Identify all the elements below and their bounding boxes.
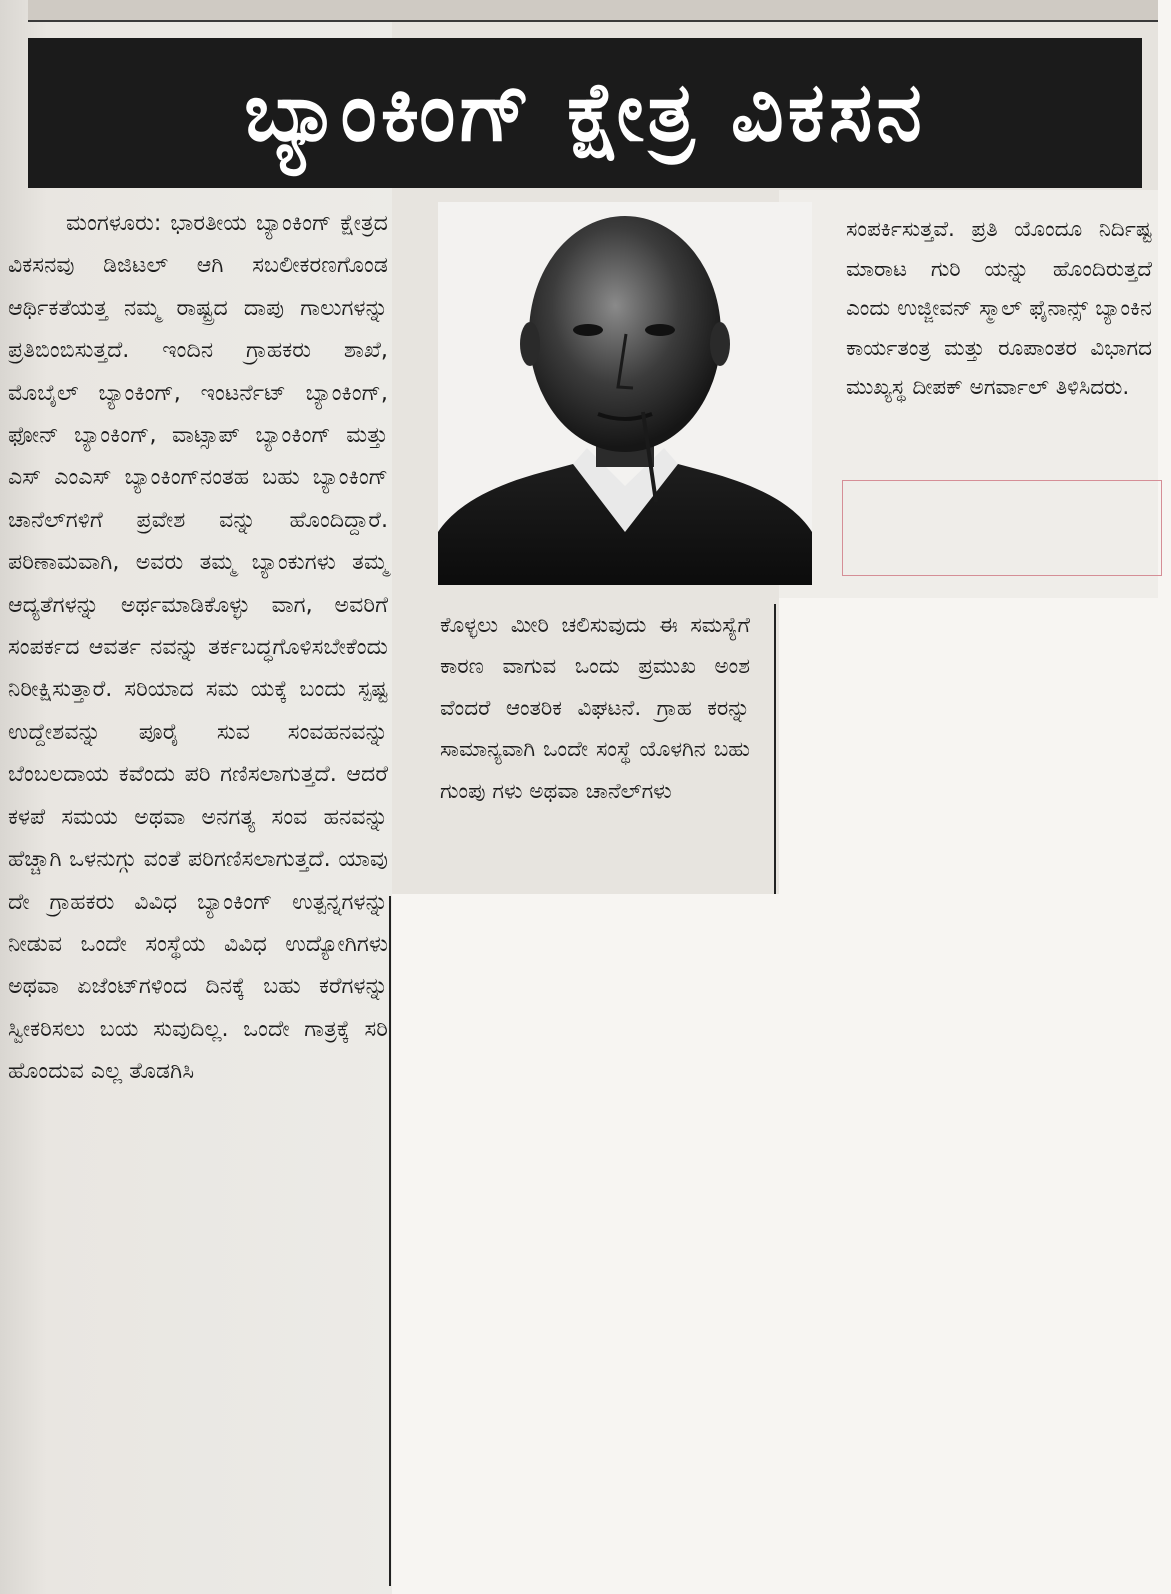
column-right-text: ಸಂಪರ್ಕಿಸುತ್ತವೆ. ಪ್ರತಿ ಯೊಂದೂ ನಿರ್ದಿಷ್ಟ ಮಾರಾಟ ಗುರಿ ಯನ್ನು ಹೊಂದಿರುತ್ತದೆ ಎಂದು ಉಜ್ಜೀವನ್ ಸ್ಮಾಲ್ ಫೈನಾನ್ಸ್ ಬ್ಯಾಂಕಿನ ಕಾರ್ಯತಂತ್ರ ಮತ್ತು ರೂಪಾಂತರ ವಿಭಾಗದ ಮುಖ್ಯಸ್ಥ ದೀಪಕ್ ಅಗರ್ವಾಲ್ ತಿಳಿಸಿದರು. <box>846 217 1152 400</box>
portrait-illustration <box>438 202 812 585</box>
portrait-photo <box>438 202 812 585</box>
highlight-box <box>842 480 1162 576</box>
article-column-left <box>8 202 388 1093</box>
column-left-text: ಮಂಗಳೂರು: ಭಾರತೀಯ ಬ್ಯಾಂಕಿಂಗ್ ಕ್ಷೇತ್ರದ ವಿಕಸನವು ಡಿಜಿಟಲ್ ಆಗಿ ಸಬಲೀಕರಣಗೊಂಡ ಆರ್ಥಿಕತೆಯತ್ತ ನಮ್ಮ ರಾಷ್ಟ್ರದ ದಾಪು ಗಾಲುಗಳನ್ನು ಪ್ರತಿಬಿಂಬಿಸುತ್ತದೆ. ಇಂದಿನ ಗ್ರಾಹಕರು ಶಾಖೆ, ಮೊಬೈಲ್ ಬ್ಯಾಂಕಿಂಗ್, ಇಂಟರ್ನೆಟ್ ಬ್ಯಾಂಕಿಂಗ್, ಫೋನ್ ಬ್ಯಾಂಕಿಂಗ್, ವಾಟ್ಸಾಪ್ ಬ್ಯಾಂಕಿಂಗ್ ಮತ್ತು ಎಸ್ ಎಂಎಸ್ ಬ್ಯಾಂಕಿಂಗ್‌ನಂತಹ ಬಹು ಬ್ಯಾಂಕಿಂಗ್ ಚಾನೆಲ್‌ಗಳಿಗೆ ಪ್ರವೇಶ ವನ್ನು ಹೊಂದಿದ್ದಾರೆ. ಪರಿಣಾಮವಾಗಿ, ಅವರು ತಮ್ಮ ಬ್ಯಾಂಕುಗಳು ತಮ್ಮ ಆದ್ಯತೆಗಳನ್ನು ಅರ್ಥಮಾಡಿಕೊಳ್ಳು ವಾಗ, ಅವರಿಗೆ ಸಂಪರ್ಕದ ಆವರ್ತ ನವನ್ನು ತರ್ಕಬದ್ಧಗೊಳಿಸಬೇಕೆಂದು ನಿರೀಕ್ಷಿಸುತ್ತಾರೆ. ಸರಿಯಾದ ಸಮ ಯಕ್ಕೆ ಬಂದು ಸ್ಪಷ್ಟ ಉದ್ದೇಶವನ್ನು ಪೂರೈ ಸುವ ಸಂವಹನವನ್ನು ಬೆಂಬಲದಾಯ ಕವೆಂದು ಪರಿ ಗಣಿಸಲಾಗುತ್ತದೆ. ಆದರೆ ಕಳಪೆ ಸಮಯ ಅಥವಾ ಅನಗತ್ಯ ಸಂವ ಹನವನ್ನು ಹೆಚ್ಚಾಗಿ ಒಳನುಗ್ಗು ವಂತೆ ಪರಿಗಣಿಸಲಾಗುತ್ತದೆ. ಯಾವು ದೇ ಗ್ರಾಹಕರು ವಿವಿಧ ಬ್ಯಾಂಕಿಂಗ್ ಉತ್ಪನ್ನಗಳನ್ನು ನೀಡುವ ಒಂದೇ ಸಂಸ್ಥೆಯ ವಿವಿಧ ಉದ್ಯೋಗಿಗಳು ಅಥವಾ ಏಜೆಂಟ್‌ಗಳಿಂದ ದಿನಕ್ಕೆ ಬಹು ಕರೆಗಳನ್ನು ಸ್ವೀಕರಿಸಲು ಬಯ ಸುವುದಿಲ್ಲ. ಒಂದೇ ಗಾತ್ರಕ್ಕೆ ಸರಿ ಹೊಂದುವ ಎಲ್ಲ ತೊಡಗಿಸಿ <box>8 210 388 1085</box>
column-middle-text: ಕೊಳ್ಳಲು ಮೀರಿ ಚಲಿಸುವುದು ಈ ಸಮಸ್ಯೆಗೆ ಕಾರಣ ವಾಗುವ ಒಂದು ಪ್ರಮುಖ ಅಂಶ ವೆಂದರೆ ಆಂತರಿಕ ವಿಘಟನೆ. ಗ್ರಾಹ ಕರನ್ನು ಸಾಮಾನ್ಯವಾಗಿ ಒಂದೇ ಸಂಸ್ಥೆ ಯೊಳಗಿನ ಬಹು ಗುಂಪು ಗಳು ಅಥವಾ ಚಾನೆಲ್‌ಗಳು <box>440 613 750 804</box>
column-rule <box>389 896 391 1586</box>
article-column-right <box>846 210 1152 408</box>
headline-bar <box>28 38 1142 188</box>
column-rule-middle <box>774 604 776 894</box>
headline: ಬ್ಯಾಂಕಿಂಗ್ ಕ್ಷೇತ್ರ ವಿಕಸನ <box>244 65 926 160</box>
article-column-middle <box>440 605 750 812</box>
previous-article-strip <box>28 0 1158 22</box>
